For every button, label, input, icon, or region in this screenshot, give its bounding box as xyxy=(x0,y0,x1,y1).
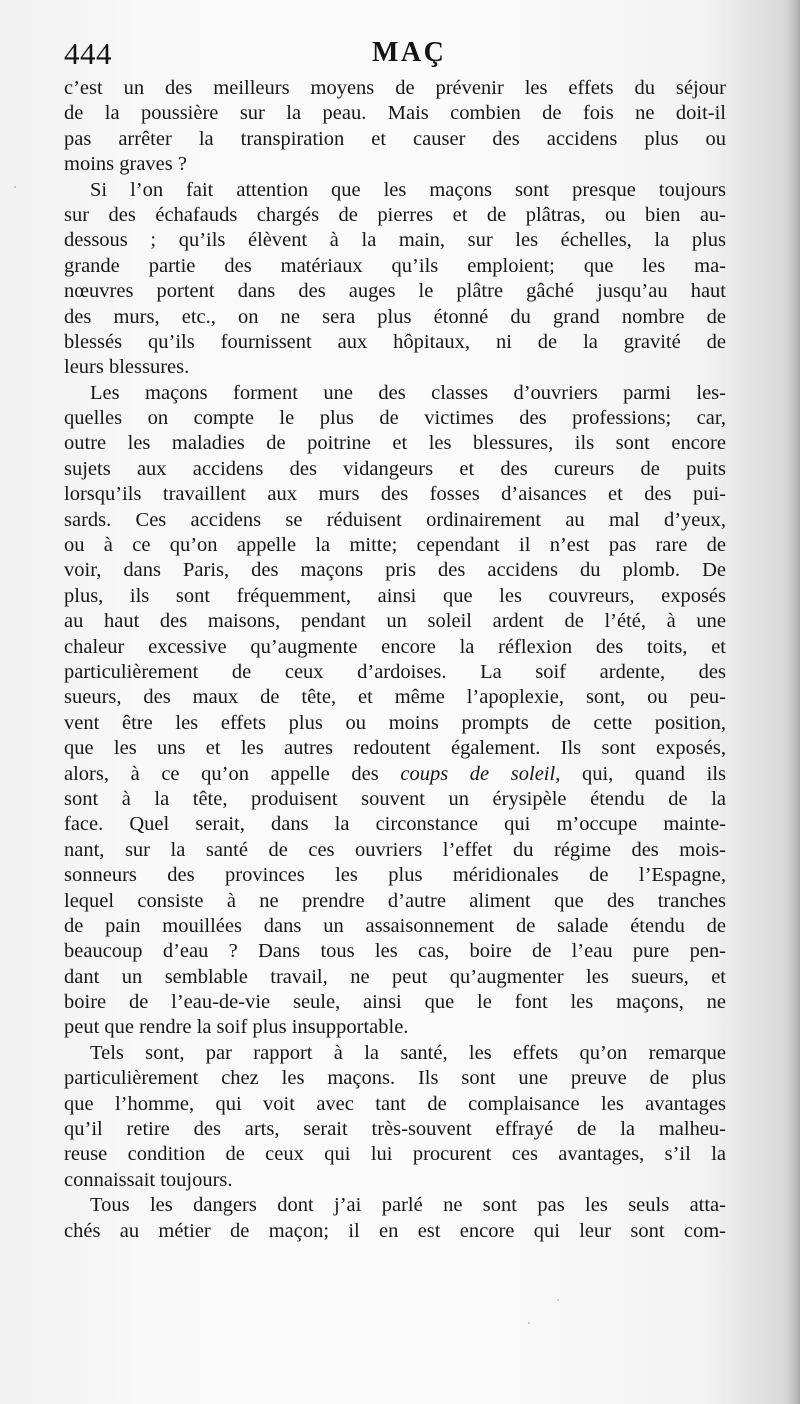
text-line: Tous les dangers dont j’ai parlé ne sont pas les seuls atta- xyxy=(90,1194,726,1217)
scan-speck xyxy=(528,1322,530,1324)
text-line: de pain mouillées dans un assaisonnement de salade étendu de xyxy=(64,914,726,937)
text-line: outre les maladies de poitrine et les blessures, ils sont encore xyxy=(64,432,726,455)
text-line: nœuvres portent dans des auges le plâtre gâché jusqu’au haut xyxy=(64,280,726,303)
text-line: dant un semblable travail, ne peut qu’augmenter les sueurs, et xyxy=(64,965,726,988)
page-number: 444 xyxy=(64,36,112,71)
body-text xyxy=(64,76,726,1244)
text-line: que l’homme, qui voit avec tant de complaisance les avantages xyxy=(64,1092,726,1115)
text-line: voir, dans Paris, des maçons pris des accidens du plomb. De xyxy=(64,559,726,582)
text-line: vent être les effets plus ou moins prompts de cette position, xyxy=(64,711,726,734)
text-line: boire de l’eau-de-vie seule, ainsi que le font les maçons, ne xyxy=(64,991,726,1014)
text-line: sont à la tête, produisent souvent un érysipèle étendu de la xyxy=(64,787,726,810)
text-line: sur des échafauds chargés de pierres et de plâtras, ou bien au- xyxy=(64,203,726,226)
scan-speck xyxy=(557,1299,559,1301)
text-line: plus, ils sont fréquemment, ainsi que les couvreurs, exposés xyxy=(64,584,726,607)
text-line: au haut des maisons, pendant un soleil ardent de l’été, à une xyxy=(64,610,726,633)
italic-phrase: coups de soleil xyxy=(400,762,556,785)
text-line: sueurs, des maux de tête, et même l’apoplexie, sont, ou peu- xyxy=(64,686,726,709)
text-line: Les maçons forment une des classes d’ouvriers parmi les- xyxy=(90,381,726,404)
text-line: lequel consiste à ne prendre d’autre aliment que des tranches xyxy=(64,889,726,912)
text-line: quelles on compte le plus de victimes des professions; car, xyxy=(64,407,726,430)
text-line: sujets aux accidens des vidangeurs et des cureurs de puits xyxy=(64,457,726,480)
running-head: MAÇ xyxy=(372,37,447,68)
text-line: ou à ce qu’on appelle la mitte; cependant il n’est pas rare de xyxy=(64,534,726,557)
scan-speck xyxy=(14,186,16,188)
text-line: lorsqu’ils travaillent aux murs des fosses d’aisances et des pui- xyxy=(64,483,726,506)
text-line: dessous ; qu’ils élèvent à la main, sur les échelles, la plus xyxy=(64,229,726,252)
text-line: beaucoup d’eau ? Dans tous les cas, boire de l’eau pure pen- xyxy=(64,940,726,963)
text-line: sonneurs des provinces les plus méridionales de l’Espagne, xyxy=(64,864,726,887)
text-line: que les uns et les autres redoutent également. Ils sont exposés, xyxy=(64,737,726,760)
text-line: des murs, etc., on ne sera plus étonné du grand nombre de xyxy=(64,305,726,328)
text-line: face. Quel serait, dans la circonstance qui m’occupe mainte- xyxy=(64,813,726,836)
text-line: moins graves ? xyxy=(64,153,187,176)
text-line: peut que rendre la soif plus insupportable. xyxy=(64,1016,409,1039)
text-line: nant, sur la santé de ces ouvriers l’effet du régime des mois- xyxy=(64,838,726,861)
text-line: particulièrement de ceux d’ardoises. La soif ardente, des xyxy=(64,660,726,683)
text-line: Si l’on fait attention que les maçons sont presque toujours xyxy=(90,178,726,201)
text-line: Tels sont, par rapport à la santé, les effets qu’on remarque xyxy=(90,1041,726,1064)
page-edge-shadow xyxy=(786,0,800,1404)
text-line: pas arrêter la transpiration et causer des accidens plus ou xyxy=(64,127,726,150)
text-line: chés au métier de maçon; il en est encore qui leur sont com- xyxy=(64,1219,726,1242)
text-line: reuse condition de ceux qui lui procurent ces avantages, s’il la xyxy=(64,1143,726,1166)
text-line: connaissait toujours. xyxy=(64,1168,233,1191)
text-line: c’est un des meilleurs moyens de prévenir les effets du séjour xyxy=(64,77,726,99)
text-line: chaleur excessive qu’augmente encore la réflexion des toits, et xyxy=(64,635,726,658)
text-line: particulièrement chez les maçons. Ils sont une preuve de plus xyxy=(64,1067,726,1090)
text-line: blessés qu’ils fournissent aux hôpitaux, ni de la gravité de xyxy=(64,330,726,353)
text-line: grande partie des matériaux qu’ils emploient; que les ma- xyxy=(64,254,726,277)
text-line: de la poussière sur la peau. Mais combien de fois ne doit-il xyxy=(64,102,726,125)
text-line-italic-coups: alors, à ce qu’on appelle des coups de soleil, qui, quand ils xyxy=(64,762,726,785)
page-header xyxy=(64,36,734,76)
text-line: sards. Ces accidens se réduisent ordinairement au mal d’yeux, xyxy=(64,508,726,531)
text-line: leurs blessures. xyxy=(64,356,190,379)
text-line: qu’il retire des arts, serait très-souvent effrayé de la malheu- xyxy=(64,1118,726,1141)
